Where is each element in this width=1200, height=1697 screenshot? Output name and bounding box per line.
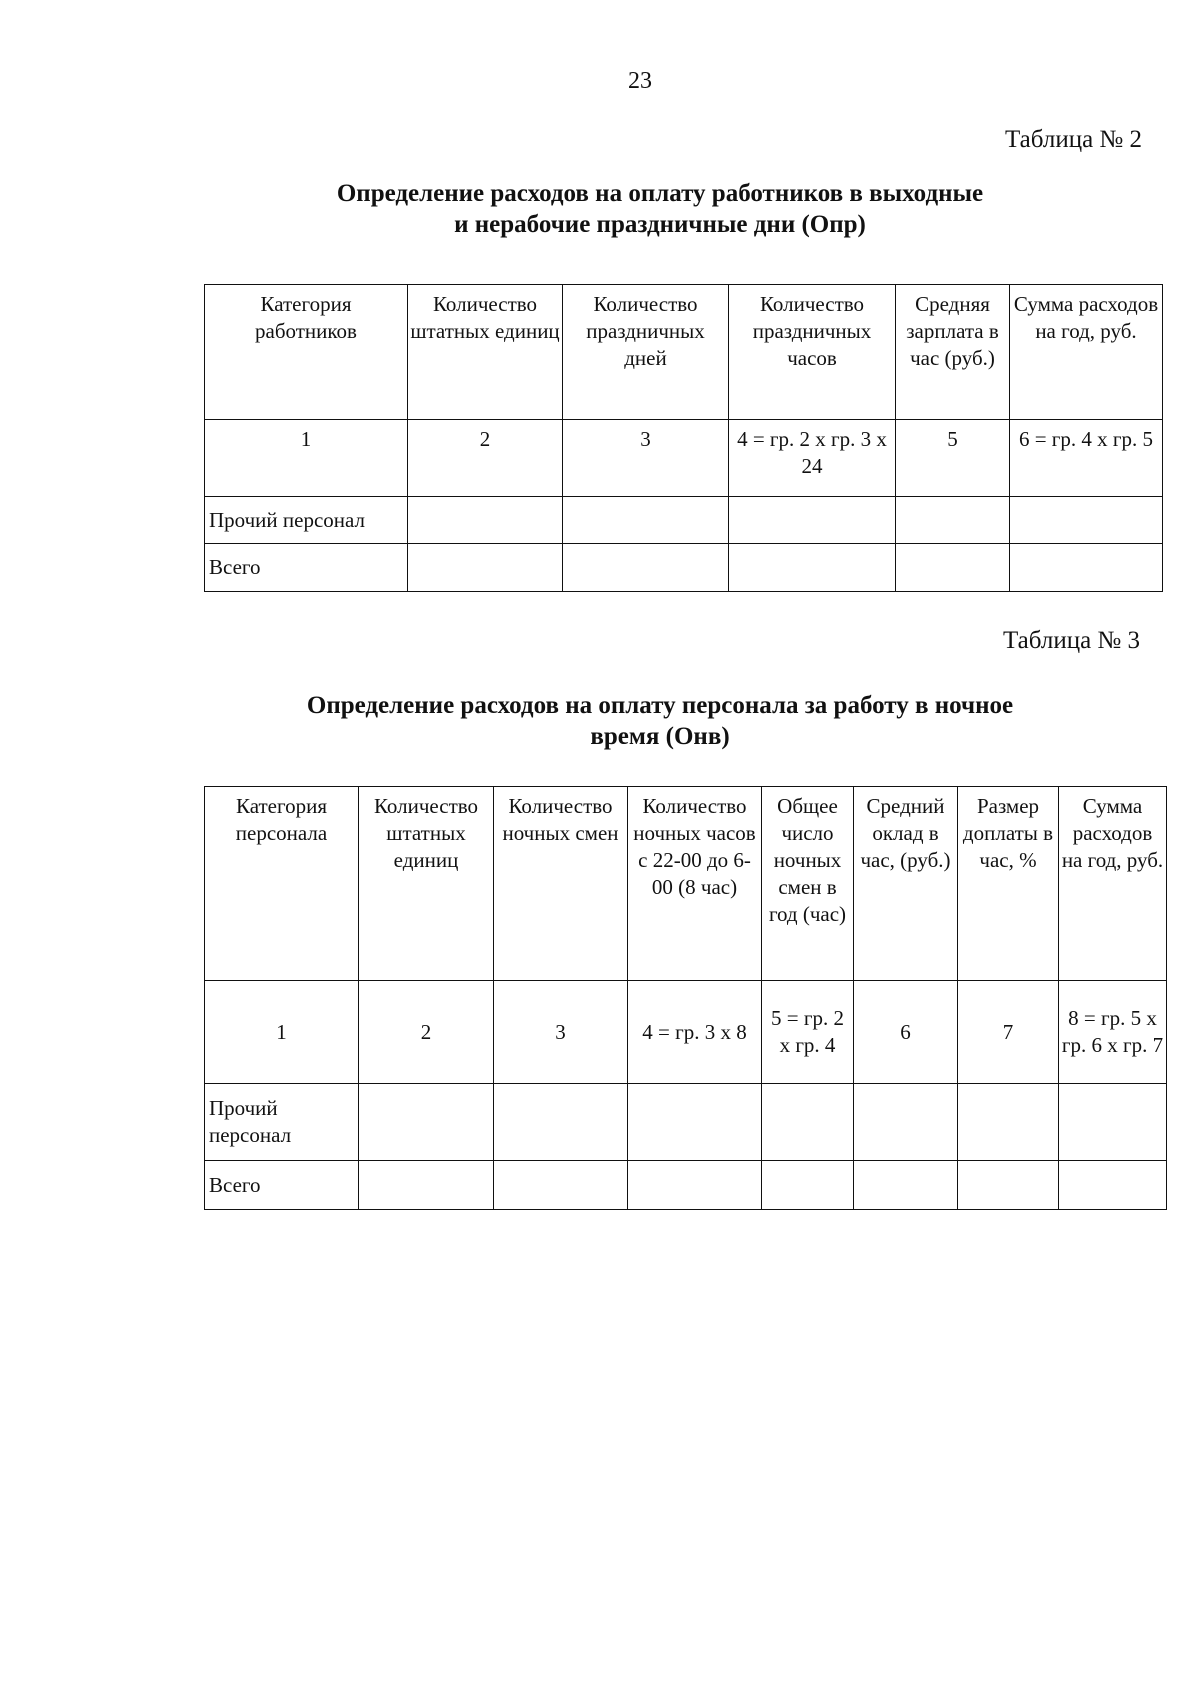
table3-header-cell: Сумма расходов на год, руб. bbox=[1059, 787, 1167, 981]
table2-header-cell: Категория работников bbox=[205, 285, 408, 420]
table2-empty-cell bbox=[1010, 544, 1163, 592]
table3-row-other-staff bbox=[205, 1084, 1167, 1161]
table3-header-cell: Средний оклад в час, (руб.) bbox=[854, 787, 958, 981]
table3-number-cell: 1 bbox=[205, 981, 359, 1084]
table3-row-label: Прочий персонал bbox=[205, 1084, 359, 1161]
table2-title-line1: Определение расходов на оплату работников в выходные bbox=[336, 180, 984, 207]
table2-number-cell: 4 = гр. 2 х гр. 3 х 24 bbox=[729, 420, 896, 497]
table3-header-cell: Общее число ночных смен в год (час) bbox=[762, 787, 854, 981]
table3 bbox=[204, 786, 1167, 1210]
table2-empty-cell bbox=[408, 544, 563, 592]
table2-row-total bbox=[205, 544, 1163, 592]
table3-number-cell: 4 = гр. 3 х 8 bbox=[628, 981, 762, 1084]
table2 bbox=[204, 284, 1163, 592]
table2-header-cell: Количество штатных единиц bbox=[408, 285, 563, 420]
table2-row-label: Прочий персонал bbox=[205, 497, 408, 544]
table2-row-label: Всего bbox=[205, 544, 408, 592]
table2-header-cell: Сумма расходов на год, руб. bbox=[1010, 285, 1163, 420]
table3-header-cell: Количество ночных смен bbox=[494, 787, 628, 981]
table3-row-total bbox=[205, 1161, 1167, 1210]
table3-header-cell: Количество штатных единиц bbox=[359, 787, 494, 981]
table3-empty-cell bbox=[958, 1084, 1059, 1161]
table3-label: Таблица № 3 bbox=[1003, 627, 1141, 654]
table3-number-cell: 5 = гр. 2 х гр. 4 bbox=[762, 981, 854, 1084]
table3-row-label: Всего bbox=[205, 1161, 359, 1210]
table2-empty-cell bbox=[1010, 497, 1163, 544]
table2-header-row bbox=[205, 285, 1163, 420]
table2-header-cell: Количество праздничных часов bbox=[729, 285, 896, 420]
table3-empty-cell bbox=[762, 1084, 854, 1161]
table3-empty-cell bbox=[494, 1161, 628, 1210]
page-number: 23 bbox=[628, 68, 652, 94]
table3-empty-cell bbox=[854, 1084, 958, 1161]
table3-title bbox=[160, 690, 1160, 752]
table3-empty-cell bbox=[628, 1084, 762, 1161]
table2-number-row bbox=[205, 420, 1163, 497]
table3-number-cell: 6 bbox=[854, 981, 958, 1084]
table2-empty-cell bbox=[563, 497, 729, 544]
table2-empty-cell bbox=[896, 497, 1010, 544]
table2-header-cell: Количество праздничных дней bbox=[563, 285, 729, 420]
table3-empty-cell bbox=[958, 1161, 1059, 1210]
table2-empty-cell bbox=[729, 497, 896, 544]
table3-number-cell: 8 = гр. 5 х гр. 6 х гр. 7 bbox=[1059, 981, 1167, 1084]
table3-number-cell: 2 bbox=[359, 981, 494, 1084]
table3-number-cell: 7 bbox=[958, 981, 1059, 1084]
table3-empty-cell bbox=[854, 1161, 958, 1210]
table2-number-cell: 1 bbox=[205, 420, 408, 497]
table2-empty-cell bbox=[729, 544, 896, 592]
table3-number-row bbox=[205, 981, 1167, 1084]
table2-label: Таблица № 2 bbox=[1005, 126, 1143, 153]
table3-header-row bbox=[205, 787, 1167, 981]
table3-empty-cell bbox=[1059, 1161, 1167, 1210]
table2-number-cell: 6 = гр. 4 х гр. 5 bbox=[1010, 420, 1163, 497]
table3-empty-cell bbox=[494, 1084, 628, 1161]
table2-row-other-staff bbox=[205, 497, 1163, 544]
table2-title-line2: и нерабочие праздничные дни (Опр) bbox=[454, 211, 866, 238]
table3-header-cell: Размер доплаты в час, % bbox=[958, 787, 1059, 981]
table2-title bbox=[160, 178, 1160, 240]
table2-number-cell: 3 bbox=[563, 420, 729, 497]
table2-header-cell: Средняя зарплата в час (руб.) bbox=[896, 285, 1010, 420]
table3-header-cell: Категория персонала bbox=[205, 787, 359, 981]
table3-header-cell: Количество ночных часов с 22-00 до 6-00 (8 час) bbox=[628, 787, 762, 981]
table2-number-cell: 2 bbox=[408, 420, 563, 497]
table2-number-cell: 5 bbox=[896, 420, 1010, 497]
table3-title-line2: время (Онв) bbox=[590, 723, 730, 750]
table3-empty-cell bbox=[359, 1161, 494, 1210]
table2-empty-cell bbox=[896, 544, 1010, 592]
table2-empty-cell bbox=[563, 544, 729, 592]
table3-empty-cell bbox=[762, 1161, 854, 1210]
table3-empty-cell bbox=[628, 1161, 762, 1210]
table3-empty-cell bbox=[1059, 1084, 1167, 1161]
table3-number-cell: 3 bbox=[494, 981, 628, 1084]
table2-empty-cell bbox=[408, 497, 563, 544]
table3-title-line1: Определение расходов на оплату персонала за работу в ночное bbox=[306, 692, 1014, 719]
table3-empty-cell bbox=[359, 1084, 494, 1161]
